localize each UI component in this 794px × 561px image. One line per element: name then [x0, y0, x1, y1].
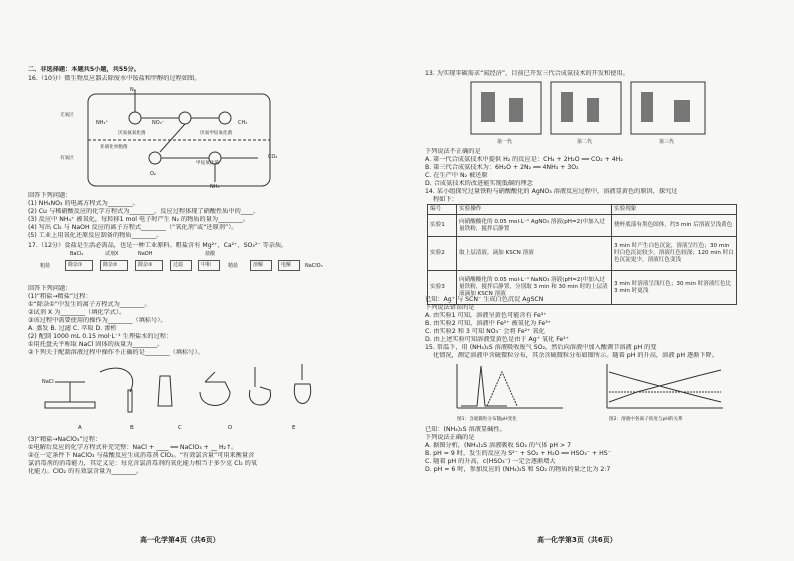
q16-label-bac1: 厌氧氨氧化菌 [118, 131, 146, 136]
q17-flow-box [198, 260, 220, 271]
q17-flow-box [65, 260, 93, 271]
table-cell: 烧杯底部有黑色固体，约3 min 后溶液呈浅黄色 [612, 215, 737, 237]
q16-label-n2: N₂ [130, 87, 136, 93]
table-cell: 向硝酸酸化的 0.05 mol·L⁻¹ AgNO₃ 溶液(pH=2)中加入过量铁粉，搅拌后静置 [457, 215, 612, 237]
table-cell: 3 min 时溶液呈浅红色；30 min 时溶液红色比 3 min 时更浅 [612, 271, 737, 305]
section-title: 二、非选择题：本题共5小题，共55分。 [28, 66, 140, 73]
q17-flow-step: 电解 [281, 262, 292, 268]
q15-figure-2 [597, 362, 727, 414]
q17-flow-step: 除杂③ [138, 262, 153, 268]
q15-line: C. 随着 pH 的升高，c(HSO₃⁻) 一定会逐渐增大 [425, 458, 556, 465]
q16-line: (4) 写出 Cl₂ 与 NaOH 反应的离子方程式________（“氧化剂”或“还原剂”）。 [28, 224, 238, 231]
q16-zone-bottom: 有氧区 [60, 156, 74, 161]
table-cell: 实验2 [428, 237, 457, 271]
q14-line: 下列说法错误的是 [425, 304, 475, 311]
q17-option-label: A [78, 425, 82, 431]
q17-line: ①用托盘天平称取 NaCl 固体的质量为________。 [28, 341, 164, 348]
q15-stem2: 化情况，测定溶液中含硫微粒分布，其余含硫微粒分布如图所示。随着 pH 的升高，溶液 pH 逐渐下降。 [433, 352, 718, 359]
q16-label-ch3: CH₃ [238, 120, 248, 126]
q13-gen-label: 第二代 [577, 139, 593, 145]
q17-flow-box [135, 260, 163, 271]
q17-flow-step: 粗盐 [40, 263, 51, 269]
q15-line: A. 据图分析，(NH₄)₂S 溶液吸收 SO₂ 的气体 pH > 7 [425, 442, 572, 449]
q16-line: (2) Cu 与稀硝酸反应的化学方程式为________，反应过程体现了硝酸性质中的____， [28, 208, 260, 215]
q17-flow-box [170, 260, 192, 271]
table-cell: 向硝酸酸化的 0.05 mol·L⁻¹ NaNO₃ 溶液(pH=2)中加入过量铁粉，搅拌后静置，分别取 3 min 和 30 min 时的上层清液滴加 KSCN 溶液 [457, 271, 612, 305]
q17-flow-box [250, 260, 272, 271]
q14-line: A. 由实验1 可知，溶液呈黄色可能含有 Fe³⁺ [425, 312, 547, 319]
q16-label-bac4: 甲烷氧化菌 [196, 161, 219, 166]
q16-label-nh3: NH₃ [210, 184, 220, 190]
q16-label-no3: NO₃⁻ [152, 120, 165, 126]
q16-line: (3) 反应中 NH₄⁺ 被氧化，每转移1 mol 电子时产生 N₂ 的物质的量为________。 [28, 216, 250, 223]
q15-line: 已知：(NH₄)₂S 溶液显碱性。 [425, 426, 506, 433]
q13-line: A. 第一代合成氨技术中提供 H₂ 的反应是：CH₄ + 2H₂O ══ CO₂ + 4H₂ [425, 156, 623, 163]
q14-line: 已知：Ag⁺ 与 SCN⁻ 生成白色沉淀 AgSCN [425, 296, 544, 303]
table-cell: 3 min 时产生白色沉淀，溶液呈红色；30 min 时白色沉淀较少，溶液红色较深；120 min 时白色沉淀更少，溶液红色变浅 [612, 237, 737, 271]
q17-reagent: 试剂X [105, 251, 119, 257]
right-footer: 高一化学第3页（共6页） [537, 536, 617, 544]
table-cell: 实验3 [428, 271, 457, 305]
table-row [428, 215, 737, 237]
table-header-cell: 实验操作 [457, 205, 612, 215]
q17-line2: 氯消毒剂的消毒能力，其定义是：每克含氯消毒剂的氧化能力相当于多少克 Cl₂ 的氧 [28, 460, 258, 467]
q17-line: ①“除杂①”中发生的离子方程式为________。 [28, 301, 151, 308]
q17-flow-step: 溶解 [253, 262, 264, 268]
q14-table [427, 204, 737, 305]
q17-flow-step: 过滤 [173, 262, 184, 268]
q17-line: (2) 配制 1000 mL 0.15 mol·L⁻¹ 生理盐水的过程： [28, 333, 173, 340]
q15-line: 下列说法正确的是 [425, 434, 475, 441]
q15-fig2-caption: 图2：溶液中各离子浓度与pH的关系 [609, 417, 683, 422]
table-row [428, 237, 737, 271]
q16-label-nh4: NH₄⁺ [96, 120, 109, 126]
q15-figure-1 [447, 362, 567, 414]
q17-line2: (3)“精盐→NaClO₃”过程： [28, 436, 102, 443]
q17-option-label: E [292, 425, 296, 431]
q13-line: C. 在生产中 N₂ 被还原 [425, 172, 488, 179]
q17-line: ③该过程中需要使用的操作为________（填标号）。 [28, 317, 167, 324]
q17-flow-box [100, 260, 128, 271]
q15-line: D. pH = 6 时，参加反应的 (NH₄)₂S 和 SO₂ 的物质的量之比为 2:7 [425, 466, 611, 473]
q15-stem: 15. 常温下，用 (NH₄)₂S 溶液吸收废气 SO₂，然后向溶液中加入酸调节溶液 pH 的变 [425, 344, 657, 351]
q17-option-label: C [178, 425, 182, 431]
q16-label-bac3: 亚硝化单胞菌 [100, 145, 128, 150]
q17-line2: ②在一定条件下 NaClO₃ 与盐酸反应生成消毒剂 ClO₂。“有效氯含量”可用来衡量含 [28, 452, 255, 459]
q17-flow-box [278, 260, 300, 271]
table-cell: 取上层清液，滴加 KSCN 溶液 [457, 237, 612, 271]
q13-gen-label: 第一代 [497, 139, 513, 145]
q17-option-label: D [228, 425, 233, 431]
q17-reagent: 盐酸 [205, 251, 216, 257]
q17-line2: 化能力。ClO₂ 的有效氯含量为________。 [28, 468, 143, 475]
q16-diagram [80, 86, 280, 191]
q17-flow-step: 中和 [201, 262, 212, 268]
q16-line: (1) NH₄NO₃ 的电离方程式为________。 [28, 200, 139, 207]
q14-line: D. 由上述实验可知溶液变黄色是由于 Ag⁺ 氧化 Fe²⁺ [425, 336, 569, 343]
q16-line: 回答下列问题： [28, 192, 72, 199]
q17-flow-step: 除杂① [68, 262, 83, 268]
q14-stem: 14. 某小组探究过量铁粉与硝酸酸化的 AgNO₃ 溶液反应过程中，溶液显黄色的原因，探究过 [425, 188, 678, 195]
table-cell: 实验1 [428, 215, 457, 237]
q13-line: B. 第三代合成氨技术为：6H₂O + 2N₂ ══ 4NH₃ + 3O₂ [425, 164, 579, 171]
q16-label-bac2: 厌氧甲烷氧化菌 [200, 131, 233, 136]
q13-diagram [469, 80, 709, 142]
q17-flow-step: 精盐 [228, 263, 239, 269]
q17-reagent: BaCl₂ [70, 251, 84, 257]
q17-flow-step: 除杂② [103, 262, 118, 268]
q17-line: ②下列关于配制溶液过程中操作不正确的是________（填标号）。 [28, 349, 204, 356]
q16-label-co2: CO₂ [268, 154, 278, 160]
q13-gen-label: 第三代 [659, 139, 675, 145]
q17-reagent: NaOH [138, 251, 153, 257]
q14-line: C. 由实验2 和 3 可知 NO₃⁻ 会将 Fe²⁺ 氧化 [425, 328, 545, 335]
q15-line: B. pH = 9 时，发生的反应为 S²⁻ + SO₂ + H₂O ══ HSO₃⁻ + HS⁻ [425, 450, 611, 457]
q17-line: 回答下列问题： [28, 285, 72, 292]
q16-line: (5) 工业上用氧化还原反应制备的物质________。 [28, 232, 163, 239]
q17-flow-step: NaClO₃ [305, 263, 323, 269]
q14-stem2: 程如下： [433, 196, 458, 203]
q15-fig1-caption: 图1：含硫微粒分布随pH变化 [457, 417, 517, 422]
table-header-cell: 编号 [428, 205, 457, 215]
q13-line: 下列说法不正确的是 [425, 148, 481, 155]
q14-line: B. 由实验2 可知，溶液中 Fe²⁺ 被氧化为 Fe³⁺ [425, 320, 551, 327]
q17-stem: 17.（12分）食盐是生活必需品，也是一种工业原料。粗盐含有 Mg²⁺、Ca²⁺、SO₄²⁻ 等杂质。 [28, 242, 288, 249]
q17-line: ②试剂 X 为________（填化学式）。 [28, 309, 126, 316]
q17-line2: ①电解后反应的化学方程式补充完整：NaCl + ____ ══ NaClO₃ + __ H₂↑。 [28, 444, 238, 451]
left-footer: 高一化学第4页（共6页） [140, 536, 220, 544]
q13-stem: 13. 为实现零碳需求“氮经济”，目前已开发三代合成氨技术的开发和使用。 [425, 70, 629, 77]
q16-stem: 16.（10分）微生物反应器去除废水中铵盐和甲醇的过程如图。 [28, 75, 201, 82]
q16-label-o2: O₂ [150, 171, 156, 177]
q17-apparatus [40, 362, 330, 424]
table-header-row [428, 205, 737, 215]
q17-nacl-label: NaCl [42, 379, 54, 385]
q17-line: (1)“粗盐→精盐”过程： [28, 293, 92, 300]
q13-line: D. 合成氨技术的改进能实现低碳的理念 [425, 180, 533, 187]
q17-option-label: B [130, 425, 134, 431]
table-header-cell: 实验现象 [612, 205, 737, 215]
q16-zone-top: 无氧区 [60, 113, 74, 118]
right-page [397, 0, 794, 561]
q17-line: A. 蒸发 B. 过滤 C. 萃取 D. 渗析 [28, 325, 117, 332]
